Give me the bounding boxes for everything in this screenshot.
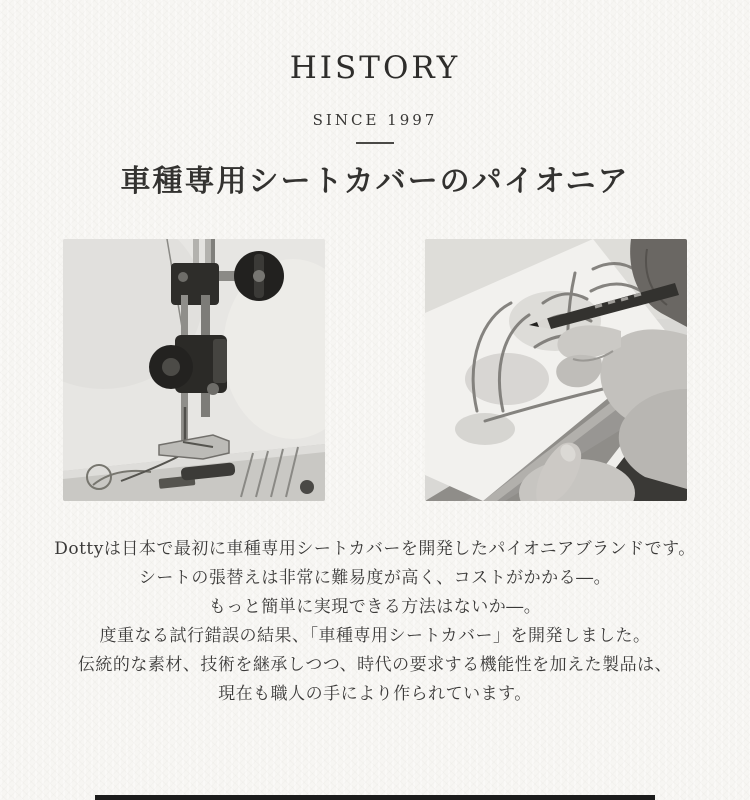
- footer-bar: [95, 795, 655, 800]
- designer-sketch-illustration: [425, 239, 687, 501]
- photos-row: [0, 239, 750, 501]
- sewing-machine-illustration: [63, 239, 325, 501]
- sewing-machine-photo: [63, 239, 325, 501]
- paragraph-line: もっと簡単に実現できる方法はないか―。: [208, 597, 542, 618]
- history-section: [0, 50, 750, 709]
- history-paragraph: [0, 535, 750, 709]
- since-label: SINCE 1997: [312, 111, 438, 130]
- paragraph-line: シートの張替えは非常に難易度が高く、コストがかかる―。: [138, 568, 612, 589]
- paragraph-line: 伝統的な素材、技術を継承しつつ、時代の要求する機能性を加えた製品は、: [77, 655, 673, 676]
- paragraph-line: 現在も職人の手により作られています。: [218, 684, 532, 705]
- paragraph-line: 度重なる試行錯誤の結果、「車種専用シートカバー」を開発しました。: [99, 626, 651, 647]
- section-title: HISTORY: [289, 50, 461, 86]
- designer-sketch-photo: [425, 239, 687, 501]
- paragraph-line: Dottyは日本で最初に車種専用シートカバーを開発したパイオニアブランドです。: [54, 539, 696, 560]
- section-heading: 車種専用シートカバーのパイオニア: [120, 164, 630, 200]
- divider-line: [356, 142, 394, 144]
